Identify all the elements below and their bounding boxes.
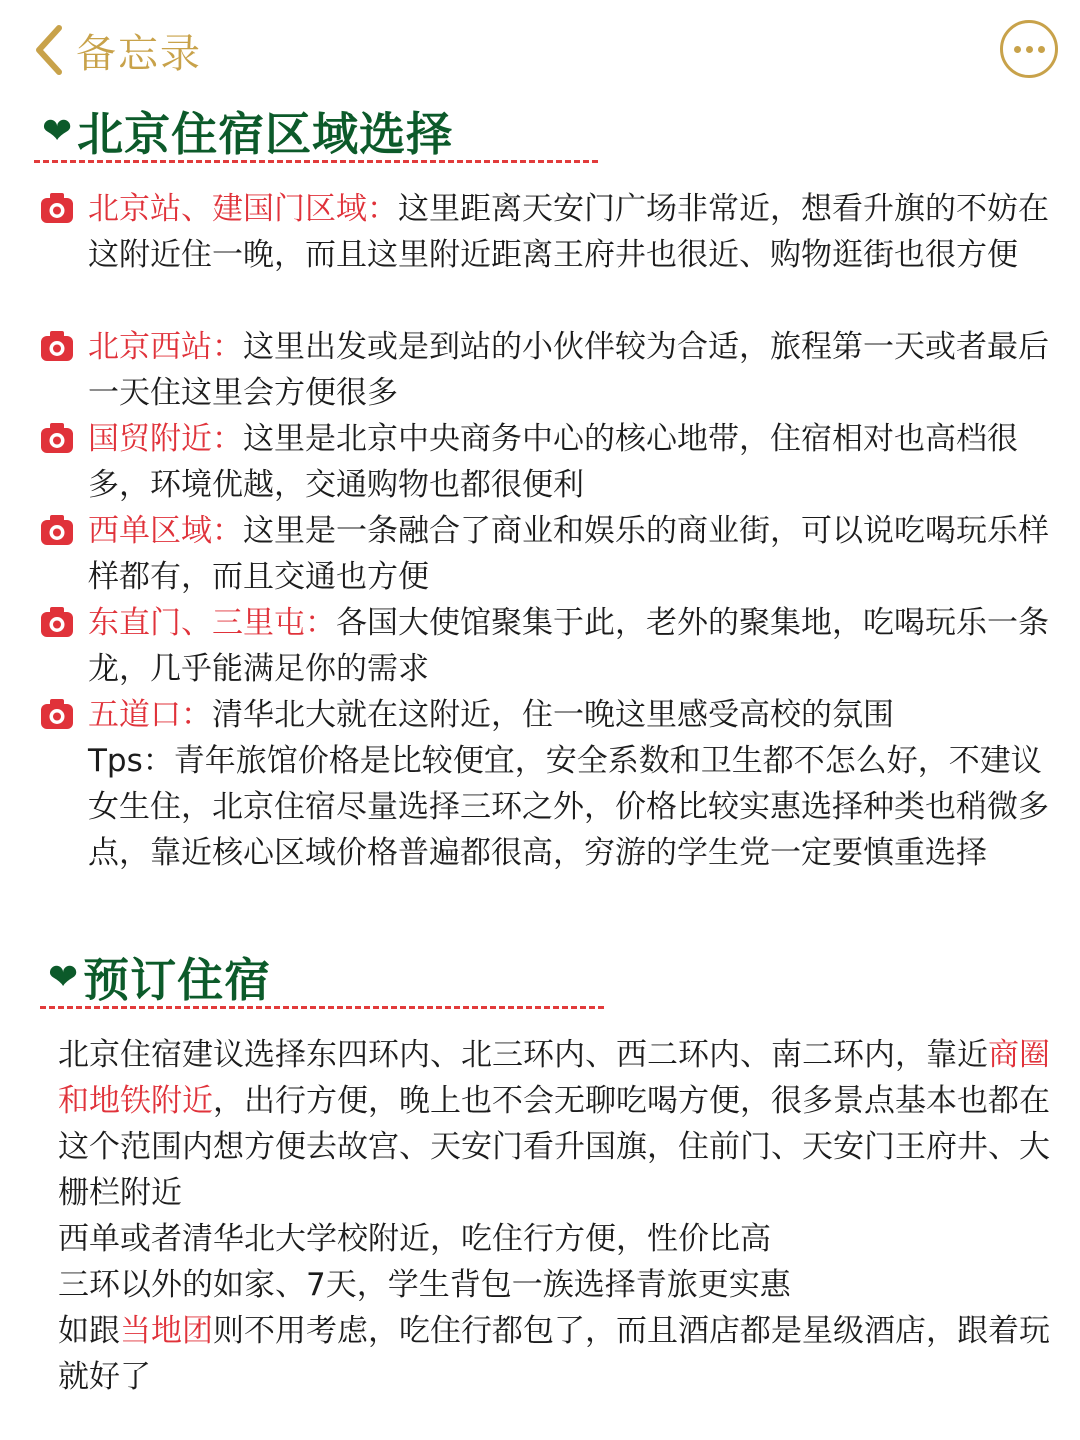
item-text: [88, 186, 1050, 278]
list-item: [40, 600, 1050, 692]
item-keyword: 五道口：: [88, 697, 212, 733]
item-desc: 清华北大就在这附近，住一晚这里感受高校的氛围: [212, 697, 894, 733]
item-text: [88, 324, 1050, 416]
para-text: 如跟: [58, 1313, 120, 1349]
list-item: [40, 508, 1050, 600]
list-item: [40, 416, 1050, 508]
item-desc: 这里出发或是到站的小伙伴较为合适，旅程第一天或者最后一天住这里会方便很多: [88, 329, 1049, 411]
item-keyword: 国贸附近：: [88, 421, 243, 457]
item-keyword: 北京西站：: [88, 329, 243, 365]
camera-icon: [40, 698, 74, 730]
section-heading-area: [48, 944, 271, 1010]
back-button[interactable]: [34, 22, 202, 78]
highlight-text: 商圈和地铁附近: [58, 1037, 1050, 1119]
paragraph: [58, 1032, 1058, 1216]
section-title: 预订住宿: [83, 953, 272, 1007]
back-label: 备忘录: [76, 30, 202, 77]
more-dot: [1026, 46, 1033, 53]
paragraph: 三环以外的如家、7天，学生背包一族选择青旅更实惠: [58, 1267, 791, 1303]
more-options-button[interactable]: [1000, 20, 1058, 78]
item-keyword: 北京站、建国门区域：: [88, 191, 398, 227]
list-item: [40, 692, 1050, 876]
para-text: 则不用考虑，吃住行都包了，而且酒店都是星级酒店，跟着玩就好了: [58, 1313, 1050, 1395]
section-title: 北京住宿区域选择: [77, 107, 454, 161]
dashed-divider: [34, 160, 598, 163]
highlight-text: 当地团: [120, 1313, 213, 1349]
heart-icon: ❤: [42, 110, 74, 152]
heart-icon: ❤: [48, 956, 80, 998]
top-bar: [0, 0, 1080, 100]
section-heading-area: [42, 98, 453, 164]
chevron-left-icon: [34, 24, 64, 76]
item-desc: 各国大使馆聚集于此，老外的聚集地，吃喝玩乐一条龙，几乎能满足你的需求: [88, 605, 1049, 687]
item-text: [88, 508, 1050, 600]
para-text: ，出行方便，晚上也不会无聊吃喝方便，很多景点基本也都在这个范围内想方便去故宫、天安门看升国旗，住前门、天安门王府井、大栅栏附近: [58, 1083, 1050, 1211]
item-text: [88, 600, 1050, 692]
camera-icon: [40, 422, 74, 454]
item-desc: 这里是北京中央商务中心的核心地带，住宿相对也高档很多，环境优越，交通购物也都很便利: [88, 421, 1018, 503]
dashed-divider: [40, 1006, 604, 1009]
list-item: [40, 186, 1050, 278]
camera-icon: [40, 330, 74, 362]
item-desc: 这里距离天安门广场非常近，想看升旗的不妨在这附近住一晚，而且这里附近距离王府井也很近、购物逛街也很方便: [88, 191, 1049, 273]
paragraph: [58, 1308, 1058, 1400]
item-text: [88, 692, 1050, 738]
camera-icon: [40, 606, 74, 638]
item-text: [88, 416, 1050, 508]
paragraph: 西单或者清华北大学校附近，吃住行方便，性价比高: [58, 1221, 771, 1257]
item-desc: 这里是一条融合了商业和娱乐的商业街，可以说吃喝玩乐样样都有，而且交通也方便: [88, 513, 1049, 595]
item-keyword: 东直门、三里屯：: [88, 605, 336, 641]
tips-text: Tps：青年旅馆价格是比较便宜，安全系数和卫生都不怎么好，不建议女生住，北京住宿尽量选择三环之外，价格比较实惠选择种类也稍微多点，靠近核心区域价格普遍都很高，穷游的学生党一定要慎重选择: [88, 743, 1049, 871]
para-text: 北京住宿建议选择东四环内、北三环内、西二环内、南二环内，靠近: [58, 1037, 988, 1073]
item-keyword: 西单区域：: [88, 513, 243, 549]
list-item: [40, 324, 1050, 416]
more-dot: [1038, 46, 1045, 53]
camera-icon: [40, 514, 74, 546]
camera-icon: [40, 192, 74, 224]
more-dots-icon: [1014, 46, 1021, 53]
